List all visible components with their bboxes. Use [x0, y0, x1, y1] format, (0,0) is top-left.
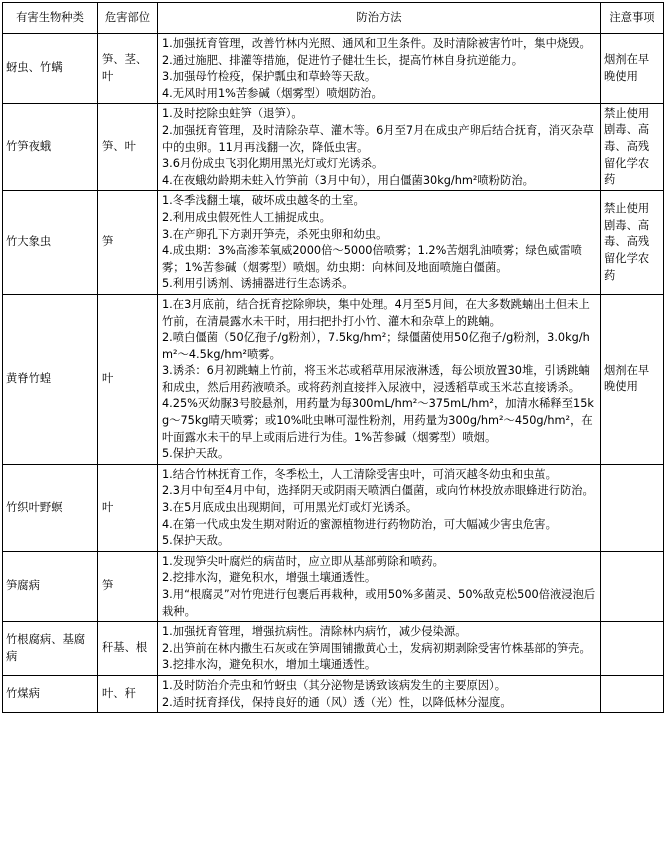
pest-control-table-document	[2, 2, 663, 713]
pest-name: 竹大象虫	[3, 191, 98, 295]
control-methods	[158, 104, 601, 191]
header-part: 危害部位	[98, 3, 158, 34]
note	[601, 464, 664, 551]
method-item: 1.冬季浅翻土壤，破坏成虫越冬的土室。	[162, 194, 365, 208]
note: 烟剂在早晚使用	[601, 294, 664, 464]
method-item: 3.加强母竹检疫，保护瓢虫和草蛉等天敌。	[162, 70, 377, 84]
method-item: 1.加强抚育管理，改善竹林内光照、通风和卫生条件。及时清除被害竹叶，集中烧毁。	[162, 37, 591, 50]
damage-part: 叶	[98, 294, 158, 464]
method-item: 5.保护天敌。	[162, 534, 230, 548]
control-methods	[158, 551, 601, 621]
table-row	[3, 622, 664, 676]
method-item: 2.通过施肥、排灌等措施，促进竹子健壮生长，提高竹林自身抗逆能力。	[162, 53, 523, 67]
method-item: 3.挖排水沟，避免积水，增加土壤通透性。	[162, 658, 377, 672]
method-item: 1.及时防治介壳虫和竹蚜虫（其分泌物是诱致该病发生的主要原因）。	[162, 678, 507, 692]
note	[601, 551, 664, 621]
method-item: 2.出笋前在林内撒生石灰或在笋周围铺撒黄心土，发病初期剥除受害竹株基部的笋壳。	[162, 641, 591, 655]
pest-name: 笋腐病	[3, 551, 98, 621]
control-methods	[158, 34, 601, 104]
control-methods	[158, 191, 601, 295]
table-row	[3, 675, 664, 712]
method-item: 4.25%灭幼脲3号胶悬剂，用药量为每300mL/hm²～375mL/hm²，加清水稀释至15kg～75kg晴天喷雾；或10%吡虫啉可湿性粉剂，用药量为300g/hm²～450g/hm²，在叶面露水未干的早上或雨后进行为佳。1%苦参碱（烟雾型）喷烟。	[162, 397, 594, 444]
damage-part: 笋	[98, 551, 158, 621]
damage-part: 笋	[98, 191, 158, 295]
pest-name: 竹煤病	[3, 675, 98, 712]
table-row	[3, 551, 664, 621]
control-methods	[158, 675, 601, 712]
note: 禁止使用剧毒、高毒、高残留化学农药	[601, 191, 664, 295]
method-item: 1.在3月底前，结合抚育挖除卵块，集中处理。4月至5月间，在大多数跳蝻出土但未上竹前，在清晨露水未干时，用扫把扑打小竹、灌木和杂草上的跳蝻。	[162, 297, 590, 328]
method-item: 5.保护天敌。	[162, 447, 230, 461]
damage-part: 叶、秆	[98, 675, 158, 712]
pest-name: 竹笋夜蛾	[3, 104, 98, 191]
method-item: 3.6月份成虫飞羽化期用黑光灯或灯光诱杀。	[162, 157, 384, 171]
method-item: 3.在5月底成虫出现期间，可用黑光灯或灯光诱杀。	[162, 501, 418, 515]
method-item: 2.3月中旬至4月中旬，选择阴天或阴雨天喷洒白僵菌，或向竹林投放赤眼蜂进行防治。	[162, 484, 594, 498]
table-row	[3, 464, 664, 551]
method-item: 2.利用成虫假死性人工捕捉成虫。	[162, 210, 331, 224]
method-item: 2.加强抚育管理，及时清除杂草、灌木等。6月至7月在成虫产卵后结合抚育，消灭杂草中的虫卵。11月再浅翻一次，降低虫害。	[162, 123, 594, 154]
control-methods	[158, 622, 601, 676]
pest-name: 竹根腐病、基腐病	[3, 622, 98, 676]
pest-name: 黄脊竹蝗	[3, 294, 98, 464]
method-item: 2.喷白僵菌（50亿孢子/g粉剂），7.5kg/hm²；绿僵菌使用50亿孢子/g粉剂，3.0kg/hm²～4.5kg/hm²喷雾。	[162, 331, 590, 361]
method-item: 3.用“根腐灵”对竹兜进行包裹后再栽种，或用50%多菌灵、50%敌克松500倍液浸泡后栽种。	[162, 588, 596, 618]
table-header-row	[3, 3, 664, 34]
header-method: 防治方法	[158, 3, 601, 34]
header-note: 注意事项	[601, 3, 664, 34]
damage-part: 秆基、根	[98, 622, 158, 676]
method-item: 4.成虫期：3%高渗苯氧威2000倍～5000倍喷雾；1.2%苦烟乳油喷雾；绿色威雷喷雾；1%苦参碱（烟雾型）喷烟。幼虫期：向林间及地面喷施白僵菌。	[162, 244, 582, 274]
method-item: 1.结合竹林抚育工作，冬季松土，人工清除受害虫叶，可消灭越冬幼虫和虫茧。	[162, 467, 557, 481]
damage-part: 笋、叶	[98, 104, 158, 191]
method-item: 4.在第一代成虫发生期对附近的蜜源植物进行药物防治，可大幅减少害虫危害。	[162, 517, 557, 531]
note	[601, 622, 664, 676]
pest-name: 竹织叶野螟	[3, 464, 98, 551]
pest-name: 蚜虫、竹螨	[3, 34, 98, 104]
control-methods	[158, 464, 601, 551]
table-row	[3, 294, 664, 464]
note: 烟剂在早晚使用	[601, 34, 664, 104]
header-pest: 有害生物种类	[3, 3, 98, 34]
method-item: 1.发现笋尖叶腐烂的病苗时，应立即从基部剪除和喷药。	[162, 554, 444, 568]
pest-control-table	[2, 2, 664, 713]
method-item: 1.加强抚育管理，增强抗病性。清除林内病竹，减少侵染源。	[162, 625, 467, 639]
method-item: 4.在夜蛾幼龄期未蛀入竹笋前（3月中旬），用白僵菌30kg/hm²喷粉防治。	[162, 173, 534, 187]
table-row	[3, 104, 664, 191]
method-item: 2.挖排水沟，避免积水，增强土壤通透性。	[162, 571, 377, 585]
note: 禁止使用剧毒、高毒、高残留化学农药	[601, 104, 664, 191]
method-item: 1.及时挖除虫蛀笋（退笋）。	[162, 107, 303, 121]
method-item: 5.利用引诱剂、诱捕器进行生态诱杀。	[162, 277, 354, 291]
damage-part: 笋、茎、叶	[98, 34, 158, 104]
table-row	[3, 34, 664, 104]
method-item: 3.诱杀：6月初跳蝻上竹前，将玉米芯或稻草用尿液淋透，每公顷放置30堆，引诱跳蝻和成虫，然后用药液喷杀。或将药剂直接拌入尿液中，浸透稻草或玉米芯直接诱杀。	[162, 364, 590, 394]
damage-part: 叶	[98, 464, 158, 551]
table-row	[3, 191, 664, 295]
method-item: 3.在产卵孔下方剥开笋壳，杀死虫卵和幼虫。	[162, 227, 388, 241]
method-item: 4.无风时用1%苦参碱（烟雾型）喷烟防治。	[162, 86, 383, 100]
note	[601, 675, 664, 712]
method-item: 2.适时抚育择伐，保持良好的通（风）透（光）性，以降低林分湿度。	[162, 695, 512, 709]
control-methods	[158, 294, 601, 464]
